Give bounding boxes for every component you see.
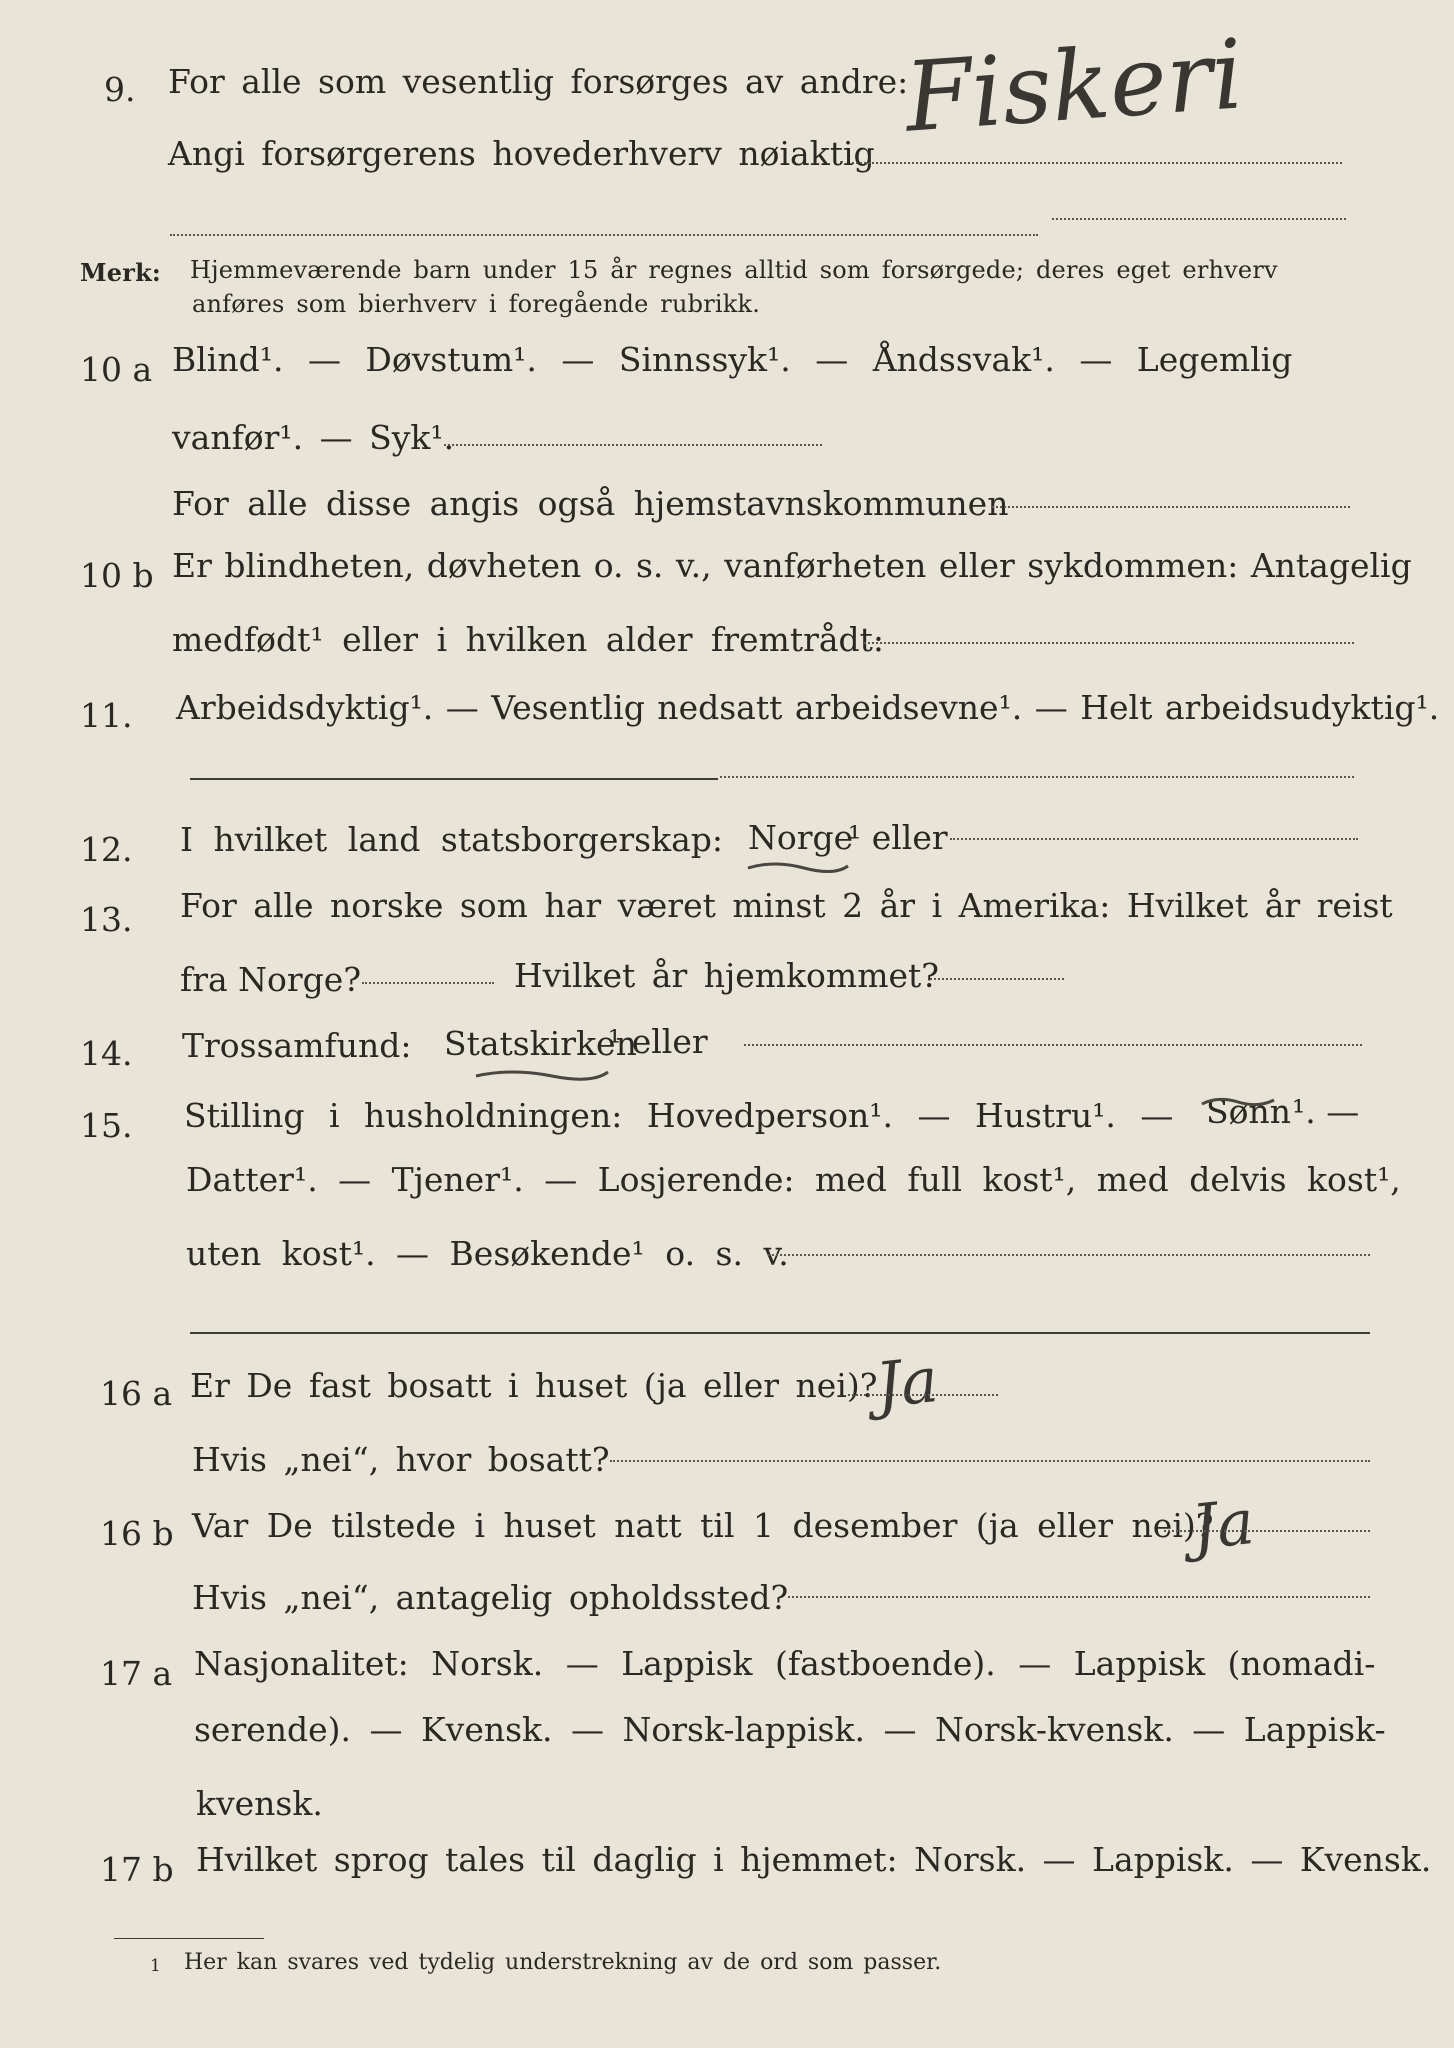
q15-underlined-answer: Sønn	[1206, 1092, 1291, 1131]
q12-text: I hvilket land statsborgerskap:	[180, 820, 724, 859]
q12-dotted	[950, 838, 1358, 840]
q17b-number: 17 b	[100, 1850, 174, 1889]
q10a-line2-dotted	[444, 444, 822, 446]
q14-dotted	[744, 1044, 1362, 1046]
q16a-number: 16 a	[100, 1374, 173, 1413]
merk-label: Merk:	[80, 258, 161, 287]
q9-continuation-dotted-line	[170, 234, 1038, 236]
footnote-mark: 1	[150, 1956, 161, 1976]
q10a-line3-dotted	[992, 506, 1350, 508]
q16a-line2-dotted	[610, 1460, 1370, 1462]
q14-number: 14.	[80, 1034, 133, 1073]
q10a-number: 10 a	[80, 350, 153, 389]
q9-line2: Angi forsørgerens hovederhverv nøiaktig	[168, 134, 875, 173]
q16b-dotted	[1164, 1530, 1370, 1532]
q10a-line1: Blind¹. — Døvstum¹. — Sinnssyk¹. — Åndssvak¹. — Legemlig	[172, 340, 1293, 379]
q15-line1-post: ¹. —	[1292, 1092, 1360, 1131]
q13-line1: For alle norske som har været minst 2 år i Amerika: Hvilket år reist	[180, 886, 1393, 925]
merk-line2: anføres som bierhverv i foregående rubrikk.	[192, 290, 761, 318]
q16b-line2: Hvis „nei“, antagelig opholdssted?	[192, 1578, 789, 1617]
q17a-line3: kvensk.	[196, 1784, 323, 1823]
q16a-handwritten-answer: Ja	[872, 1342, 942, 1423]
q14-underlined-answer: Statskirken	[444, 1024, 637, 1063]
q9-number: 9.	[104, 70, 136, 109]
q15-hand-underline	[1198, 1094, 1278, 1112]
footnote-text: Her kan svares ved tydelig understrekning av de ord som passer.	[184, 1950, 942, 1975]
q14-eller: ¹ eller	[608, 1022, 708, 1061]
q16a-line2: Hvis „nei“, hvor bosatt?	[192, 1440, 610, 1479]
q17b-line1: Hvilket sprog tales til daglig i hjemmet: Norsk. — Lappisk. — Kvensk.	[196, 1840, 1432, 1879]
q13-line2b: Hvilket år hjemkommet?	[514, 956, 939, 995]
q10b-line2: medfødt¹ eller i hvilken alder fremtrådt:	[172, 620, 885, 659]
q9-line1: For alle som vesentlig forsørges av andre:	[168, 62, 909, 101]
q14-hand-underline	[472, 1064, 612, 1086]
q10a-line3: For alle disse angis også hjemstavnskommunen	[172, 484, 1009, 523]
q10b-line1: Er blindheten, døvheten o. s. v., vanførheten eller sykdommen: Antagelig	[172, 546, 1412, 585]
q12-number: 12.	[80, 830, 133, 869]
q13-line2a: fra Norge?	[180, 960, 362, 999]
q17a-number: 17 a	[100, 1654, 173, 1693]
q12-eller: ¹ eller	[848, 818, 948, 857]
q11-number: 11.	[80, 696, 133, 735]
q16b-number: 16 b	[100, 1514, 174, 1553]
q16b-line1: Var De tilstede i huset natt til 1 desember (ja eller nei)?	[192, 1506, 1214, 1545]
q9-answer-dotted-line	[852, 162, 1342, 164]
q15-dotted	[768, 1254, 1370, 1256]
q17a-line1: Nasjonalitet: Norsk. — Lappisk (fastboende). — Lappisk (nomadi-	[194, 1644, 1376, 1683]
q12-hand-underline	[744, 858, 854, 878]
q16b-line2-dotted	[788, 1596, 1370, 1598]
q10b-number: 10 b	[80, 556, 154, 595]
q9-handwritten-answer: Fiskeri	[901, 18, 1247, 154]
q16a-dotted	[848, 1394, 998, 1396]
merk-line1: Hjemmeværende barn under 15 år regnes alltid som forsørgede; deres eget erhverv	[190, 256, 1278, 284]
q16a-line1: Er De fast bosatt i huset (ja eller nei)?	[190, 1366, 878, 1405]
footnote-rule	[114, 1938, 264, 1939]
q12-underlined-answer: Norge	[748, 818, 854, 857]
q10a-line2: vanfør¹. — Syk¹.	[172, 418, 455, 457]
q9-continuation-dotted-line-right	[1052, 218, 1346, 220]
q15-number: 15.	[80, 1106, 133, 1145]
q14-text: Trossamfund:	[182, 1026, 412, 1065]
q13-year-right-dotted	[930, 978, 1064, 980]
q11-answer-rule-left	[190, 778, 718, 780]
q13-number: 13.	[80, 900, 133, 939]
q16b-handwritten-answer: Ja	[1188, 1484, 1258, 1565]
q17a-line2: serende). — Kvensk. — Norsk-lappisk. — Norsk-kvensk. — Lappisk-	[194, 1710, 1386, 1749]
q15-line3: uten kost¹. — Besøkende¹ o. s. v.	[186, 1234, 789, 1273]
q15-line1-pre: Stilling i husholdningen: Hovedperson¹. — Hustru¹. —	[184, 1096, 1174, 1135]
q15-line2: Datter¹. — Tjener¹. — Losjerende: med full kost¹, med delvis kost¹,	[186, 1160, 1401, 1199]
q10b-line2-dotted	[864, 642, 1354, 644]
q15-answer-rule	[190, 1332, 1370, 1334]
q11-line1: Arbeidsdyktig¹. — Vesentlig nedsatt arbeidsevne¹. — Helt arbeidsudyktig¹.	[176, 688, 1440, 727]
q13-year-left-dotted	[362, 982, 494, 984]
q11-answer-dotted-right	[720, 776, 1354, 778]
